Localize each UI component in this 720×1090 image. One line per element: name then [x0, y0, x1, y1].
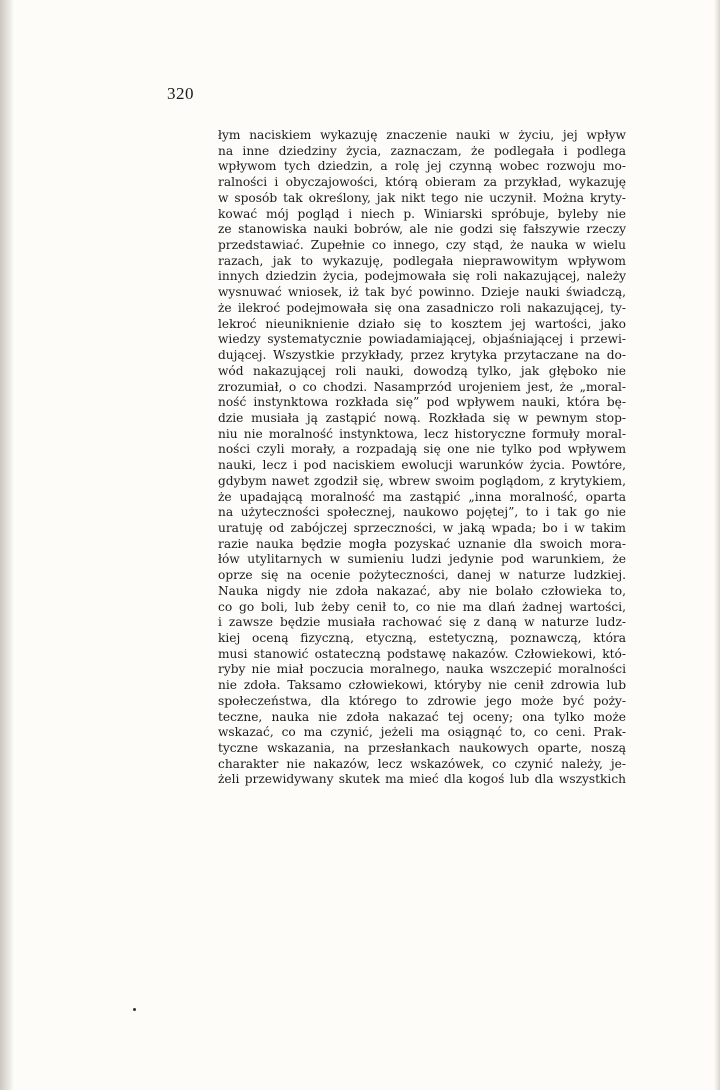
text-line: co go boli, lub żeby cenił to, co nie ma dlań żadnej wartości, — [218, 599, 626, 614]
text-line: wpływom tych dziedzin, a rolę jej czynną wobec rozwoju mo- — [218, 159, 626, 174]
text-line: ność instynktowa rozkłada się” pod wpływem nauki, która bę- — [218, 395, 626, 410]
text-line: musi stanowić ostateczną podstawę nakazów. Człowiekowi, któ- — [218, 646, 626, 661]
text-line: gdybym nawet zgodził się, wbrew swoim poglądom, z krytykiem, — [218, 473, 626, 488]
text-line: i zawsze będzie musiała rachować się z daną w naturze ludz- — [218, 615, 626, 630]
text-line: ności czyli morały, a rozpadają się one nie tylko pod wpływem — [218, 442, 626, 457]
text-line: że ilekroć podejmowała się ona zasadniczo roli nakazującej, ty- — [218, 300, 626, 315]
text-line: że upadającą moralność ma zastąpić „inna moralność, oparta — [218, 489, 626, 504]
text-line: łów utylitarnych w sumieniu ludzi jedynie pod warunkiem, że — [218, 552, 626, 567]
text-line: na użyteczności społecznej, naukowo pojętej”, to i tak go nie — [218, 505, 626, 520]
text-line: nauki, lecz i pod naciskiem ewolucji warunków życia. Powtóre, — [218, 458, 626, 473]
text-line: nie zdoła. Taksamo człowiekowi, któryby nie cenił zdrowia lub — [218, 678, 626, 693]
text-line: żeli przewidywany skutek ma mieć dla kogoś lub dla wszystkich — [218, 772, 626, 787]
text-line: ralności i obyczajowości, którą obieram za przykład, wykazuję — [218, 175, 626, 190]
text-line: innych dziedzin życia, podejmowała się roli nakazującej, należy — [218, 269, 626, 284]
text-line: charakter nie nakazów, lecz wskazówek, co czynić należy, je- — [218, 756, 626, 771]
text-line: społeczeństwa, dla którego to zdrowie jego może być poży- — [218, 693, 626, 708]
page-gutter-shadow — [0, 0, 14, 1090]
page-edge-shadow — [714, 0, 720, 1090]
text-line: niu nie moralność instynktowa, lecz historyczne formuły moral- — [218, 426, 626, 441]
body-text — [218, 128, 626, 788]
text-line: oprze się na ocenie pożyteczności, danej w naturze ludzkiej. — [218, 568, 626, 583]
text-line: Nauka nigdy nie zdoła nakazać, aby nie bolało człowieka to, — [218, 583, 626, 598]
text-line: dującej. Wszystkie przykłady, przez krytyka przytaczane na do- — [218, 348, 626, 363]
text-line: kiej oceną fizyczną, etyczną, estetyczną, poznawczą, która — [218, 631, 626, 645]
text-line: wód nakazującej roli nauki, dowodzą tylko, jak głęboko nie — [218, 363, 626, 378]
text-line: razach, jak to wykazuję, podlegała nieprawowitym wpływom — [218, 253, 626, 268]
text-line: wskazać, co ma czynić, jeżeli ma osiągnąć to, co ceni. Prak- — [218, 725, 626, 740]
text-line: wiedzy systematycznie powiadamiającej, objaśniającej i przewi- — [218, 332, 626, 347]
page-number: 320 — [167, 84, 194, 103]
text-line: tyczne wskazania, na przesłankach naukowych oparte, noszą — [218, 741, 626, 756]
text-line: przedstawiać. Zupełnie co innego, czy stąd, że nauka w wielu — [218, 238, 626, 253]
text-line: lekroć nieuniknienie działo się to kosztem jej wartości, jako — [218, 316, 626, 331]
text-line: zrozumiał, o co chodzi. Nasamprzód urojeniem jest, że „moral- — [218, 379, 626, 394]
text-line: ryby nie miał poczucia moralnego, nauka wszczepić moralności — [218, 662, 626, 677]
text-line: teczne, nauka nie zdoła nakazać tej oceny; ona tylko może — [218, 709, 626, 724]
ink-speck — [133, 1008, 136, 1011]
text-line: ze stanowiska nauki bobrów, ale nie godzi się fałszywie rzeczy — [218, 222, 626, 237]
text-line: kować mój pogląd i niech p. Winiarski spróbuje, byleby nie — [218, 206, 626, 221]
text-line: razie nauka będzie mogła pozyskać uznanie dla swoich mora- — [218, 536, 626, 551]
text-line: łym naciskiem wykazuję znaczenie nauki w życiu, jej wpływ — [218, 128, 626, 142]
text-line: na inne dziedziny życia, zaznaczam, że podlegała i podlega — [218, 143, 626, 158]
text-line: uratuję od zabójczej sprzeczności, w jaką wpada; bo i w takim — [218, 520, 626, 535]
text-line: dzie musiała ją zastąpić nową. Rozkłada się w pewnym stop- — [218, 410, 626, 425]
text-line: w sposób tak określony, jak nikt tego nie uczynił. Można kryty- — [218, 190, 626, 205]
text-line: wysnuwać wniosek, iż tak być powinno. Dzieje nauki świadczą, — [218, 285, 626, 300]
